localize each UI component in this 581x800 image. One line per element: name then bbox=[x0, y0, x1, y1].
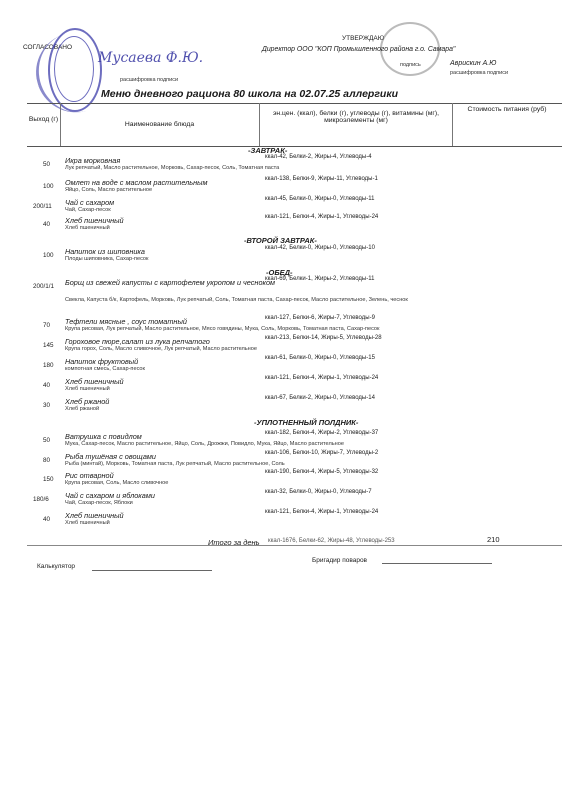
section-title: -ВТОРОЙ ЗАВТРАК- bbox=[244, 236, 317, 245]
dish-nutrition: ккал-121, Белки-4, Жиры-1, Углеводы-24 bbox=[265, 509, 379, 515]
dish-ingredients: Свекла, Капуста б/к, Картофель, Морковь, Лук репчатый, Соль, Томатная паста, Сахар-песок, Масло растительное, Зелень, чеснок bbox=[65, 297, 408, 303]
col-output-header: Выход (г) bbox=[28, 116, 59, 123]
director-title: Директор ООО "КОП Промышленного района г.о. Самара" bbox=[262, 46, 456, 53]
dish-nutrition: ккал-61, Белки-0, Жиры-0, Углеводы-15 bbox=[265, 355, 375, 361]
dish-nutrition: ккал-32, Белки-0, Жиры-0, Углеводы-7 bbox=[265, 489, 372, 495]
item-output: 80 bbox=[43, 457, 51, 464]
dish-nutrition: ккал-67, Белки-2, Жиры-0, Углеводы-14 bbox=[265, 395, 375, 401]
dish-nutrition: ккал-138, Белки-9, Жиры-11, Углеводы-1 bbox=[265, 176, 378, 182]
brigadier-label: Бригадир поваров bbox=[312, 557, 368, 564]
item-output: 145 bbox=[43, 342, 54, 349]
menu-title: Меню дневного рациона 80 школа на 02.07.25 аллергики bbox=[101, 88, 399, 100]
dish-name: Чай с сахаром и яблоками bbox=[65, 491, 155, 500]
dish-ingredients: Хлеб пшеничный bbox=[65, 520, 110, 526]
dish-ingredients: Хлеб ржаной bbox=[65, 406, 100, 412]
dish-name: Тефтели мясные , соус томатный bbox=[65, 317, 187, 326]
item-output: 70 bbox=[43, 322, 51, 329]
brigadier-signature-line bbox=[382, 563, 492, 564]
director-signature-caption: расшифровка подписи bbox=[450, 70, 509, 76]
dish-name: Напиток фруктовый bbox=[65, 357, 139, 366]
col-divider-3 bbox=[452, 103, 453, 146]
dish-ingredients: Мука, Сахар-песок, Масло растительное, Яйцо, Соль, Дрожжи, Повидло, Мука, Яйцо, Масло растительное bbox=[65, 441, 344, 447]
dish-name: Хлеб пшеничный bbox=[65, 511, 124, 520]
item-output: 50 bbox=[43, 437, 51, 444]
dish-nutrition: ккал-106, Белки-10, Жиры-7, Углеводы-2 bbox=[265, 450, 379, 456]
dish-nutrition: ккал-42, Белки-2, Жиры-4, Углеводы-4 bbox=[265, 154, 372, 160]
item-output: 100 bbox=[43, 252, 54, 259]
calculator-signature-line bbox=[92, 570, 212, 571]
dish-name: Чай с сахаром bbox=[65, 198, 115, 207]
dish-ingredients: Лук репчатый, Масло растительное, Морковь, Сахар-песок, Соль, Томатная паста bbox=[65, 165, 280, 171]
director-name: Аврискин А.Ю bbox=[450, 60, 497, 67]
dish-name: Ватрушка с повидлом bbox=[65, 432, 142, 441]
item-output: 100 bbox=[43, 183, 54, 190]
dish-name: Напиток из шиповника bbox=[65, 247, 145, 256]
director-signature-label: подпись bbox=[400, 62, 421, 68]
col-nutrition-header: эн.цен. (ккал), белки (г), углеводы (г), витамины (мг), микроэлементы (мг) bbox=[272, 110, 440, 124]
total-line bbox=[27, 545, 562, 546]
dish-ingredients: компотная смесь, Сахар-песок bbox=[65, 366, 145, 372]
item-output: 30 bbox=[43, 402, 51, 409]
dish-name: Хлеб пшеничный bbox=[65, 216, 124, 225]
dish-nutrition: ккал-127, Белки-6, Жиры-7, Углеводы-9 bbox=[265, 315, 375, 321]
dish-name: Гороховое пюре,салат из лука репчатого bbox=[65, 337, 210, 346]
col-cost-header: Стоимость питания (руб) bbox=[467, 106, 547, 113]
dish-ingredients: Чай, Сахар-песок, Яблоки bbox=[65, 500, 133, 506]
dish-name: Омлет на воде с маслом растительным bbox=[65, 178, 208, 187]
item-output: 40 bbox=[43, 382, 51, 389]
dish-ingredients: Крупа горох, Соль, Масло сливочное, Лук репчатый, Масло растительное bbox=[65, 346, 257, 352]
dish-nutrition: ккал-42, Белки-0, Жиры-0, Углеводы-10 bbox=[265, 245, 375, 251]
dish-nutrition: ккал-69, Белки-1, Жиры-2, Углеводы-11 bbox=[265, 276, 375, 282]
item-output: 180/6 bbox=[33, 496, 49, 503]
section-title: -УПЛОТНЕННЫЙ ПОЛДНИК- bbox=[254, 418, 359, 427]
section-title: -ОБЕД- bbox=[266, 268, 293, 277]
dish-name: Борщ из свежей капусты с картофелем укропом и чесноком bbox=[65, 278, 276, 287]
col-divider-2 bbox=[259, 103, 260, 146]
item-output: 40 bbox=[43, 221, 51, 228]
agreed-label: СОГЛАСОВАНО bbox=[23, 44, 73, 51]
dish-nutrition: ккал-45, Белки-0, Жиры-0, Углеводы-11 bbox=[265, 196, 375, 202]
dish-ingredients: Плоды шиповника, Сахар-песок bbox=[65, 256, 149, 262]
dish-name: Хлеб ржаной bbox=[65, 397, 110, 406]
calculator-label: Калькулятор bbox=[37, 563, 76, 570]
dish-ingredients: Хлеб пшеничный bbox=[65, 386, 110, 392]
dish-nutrition: ккал-121, Белки-4, Жиры-1, Углеводы-24 bbox=[265, 375, 379, 381]
item-output: 200/11 bbox=[33, 203, 52, 210]
table-top-line bbox=[27, 103, 562, 104]
dish-ingredients: Крупа рисовая, Лук репчатый, Масло растительное, Мясо говядины, Мука, Соль, Морковь, Томатная паста, Сахар-песок bbox=[65, 326, 380, 332]
dish-ingredients: Чай, Сахар-песок bbox=[65, 207, 111, 213]
dish-name: Икра морковная bbox=[65, 156, 121, 165]
dish-ingredients: Яйцо, Соль, Масло растительное bbox=[65, 187, 153, 193]
signature-stroke-icon bbox=[27, 23, 128, 122]
col-name-header: Наименование блюда bbox=[124, 121, 195, 128]
dish-nutrition: ккал-121, Белки-4, Жиры-1, Углеводы-24 bbox=[265, 214, 379, 220]
dish-name: Рыба тушёная с овощами bbox=[65, 452, 156, 461]
agreed-handwritten-name: Мусаева Ф.Ю. bbox=[98, 50, 204, 66]
item-output: 200/1/1 bbox=[33, 283, 55, 290]
dish-nutrition: ккал-182, Белки-4, Жиры-2, Углеводы-37 bbox=[265, 430, 379, 436]
dish-ingredients: Крупа рисовая, Соль, Масло сливочное bbox=[65, 480, 169, 486]
section-title: -ЗАВТРАК- bbox=[248, 146, 288, 155]
item-output: 50 bbox=[43, 161, 51, 168]
total-cost: 210 bbox=[487, 535, 500, 544]
dish-nutrition: ккал-213, Белки-14, Жиры-5, Углеводы-28 bbox=[265, 335, 382, 341]
dish-ingredients: Хлеб пшеничный bbox=[65, 225, 110, 231]
item-output: 150 bbox=[43, 476, 54, 483]
dish-name: Рис отварной bbox=[65, 471, 114, 480]
total-label: Итого за день bbox=[208, 538, 260, 547]
dish-ingredients: Рыба (минтай), Морковь, Томатная паста, Лук репчатый, Масло растительное, Соль bbox=[65, 461, 285, 467]
table-header-bottom-line bbox=[27, 146, 562, 147]
agreed-signature-caption: расшифровка подписи bbox=[120, 77, 179, 83]
approved-label: УТВЕРЖДАЮ bbox=[342, 35, 385, 42]
item-output: 180 bbox=[43, 362, 54, 369]
dish-nutrition: ккал-190, Белки-4, Жиры-5, Углеводы-32 bbox=[265, 469, 379, 475]
dish-name: Хлеб пшеничный bbox=[65, 377, 124, 386]
total-nutrition: ккал-1676, Белки-62, Жиры-48, Углеводы-253 bbox=[268, 538, 395, 544]
item-output: 40 bbox=[43, 516, 51, 523]
